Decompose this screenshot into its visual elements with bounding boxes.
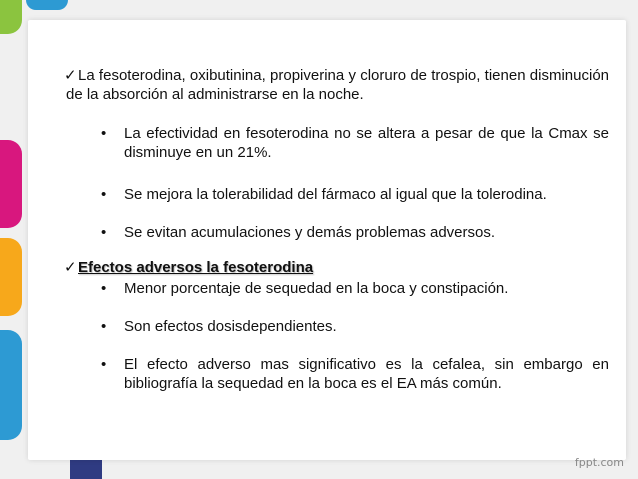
checkmark-icon: ✓: [64, 259, 77, 276]
bullet-text: Menor porcentaje de sequedad en la boca y constipación.: [124, 280, 509, 297]
bullet-icon: •: [101, 318, 107, 335]
bullet-icon: •: [101, 224, 107, 241]
decor-bar-orange: [0, 238, 22, 316]
bullet-list-adverse: [66, 279, 609, 393]
bullet-icon: •: [101, 356, 107, 373]
list-item: [66, 124, 609, 162]
bullet-text: Se mejora la tolerabilidad del fármaco al igual que la tolerodina.: [124, 186, 547, 203]
decor-bar-green: [0, 0, 22, 34]
list-item: [66, 185, 609, 204]
list-item: [66, 279, 609, 298]
section-heading: Efectos adversos la fesoterodina: [78, 259, 314, 276]
bullet-icon: •: [101, 125, 107, 142]
fppt-logo: fppt.com: [574, 456, 624, 469]
bullet-list-effectiveness: [66, 124, 609, 242]
check-item-text: La fesoterodina, oxibutinina, propiverina y cloruro de trospio, tienen disminución de la absorción al administrarse en la noche.: [66, 67, 609, 103]
bullet-text: Se evitan acumulaciones y demás problemas adversos.: [124, 224, 496, 241]
bullet-text: El efecto adverso mas significativo es la cefalea, sin embargo en bibliografía la sequedad en la boca es el EA más común.: [124, 356, 609, 392]
list-item: [66, 317, 609, 336]
list-item: [66, 355, 609, 393]
bullet-text: La efectividad en fesoterodina no se altera a pesar de que la Cmax se disminuye en un 21%.: [124, 125, 609, 161]
decor-bar-pink: [0, 140, 22, 228]
slide-content: [66, 66, 609, 393]
checkmark-icon: ✓: [64, 67, 77, 84]
decor-bar-blue: [0, 330, 22, 440]
check-item-absorption: [66, 66, 609, 104]
bullet-text: Son efectos dosisdependientes.: [124, 318, 337, 335]
bullet-icon: •: [101, 186, 107, 203]
list-item: [66, 223, 609, 242]
bullet-icon: •: [101, 280, 107, 297]
check-item-adverse-effects: [66, 258, 609, 277]
decor-tab-blue: [26, 0, 68, 10]
